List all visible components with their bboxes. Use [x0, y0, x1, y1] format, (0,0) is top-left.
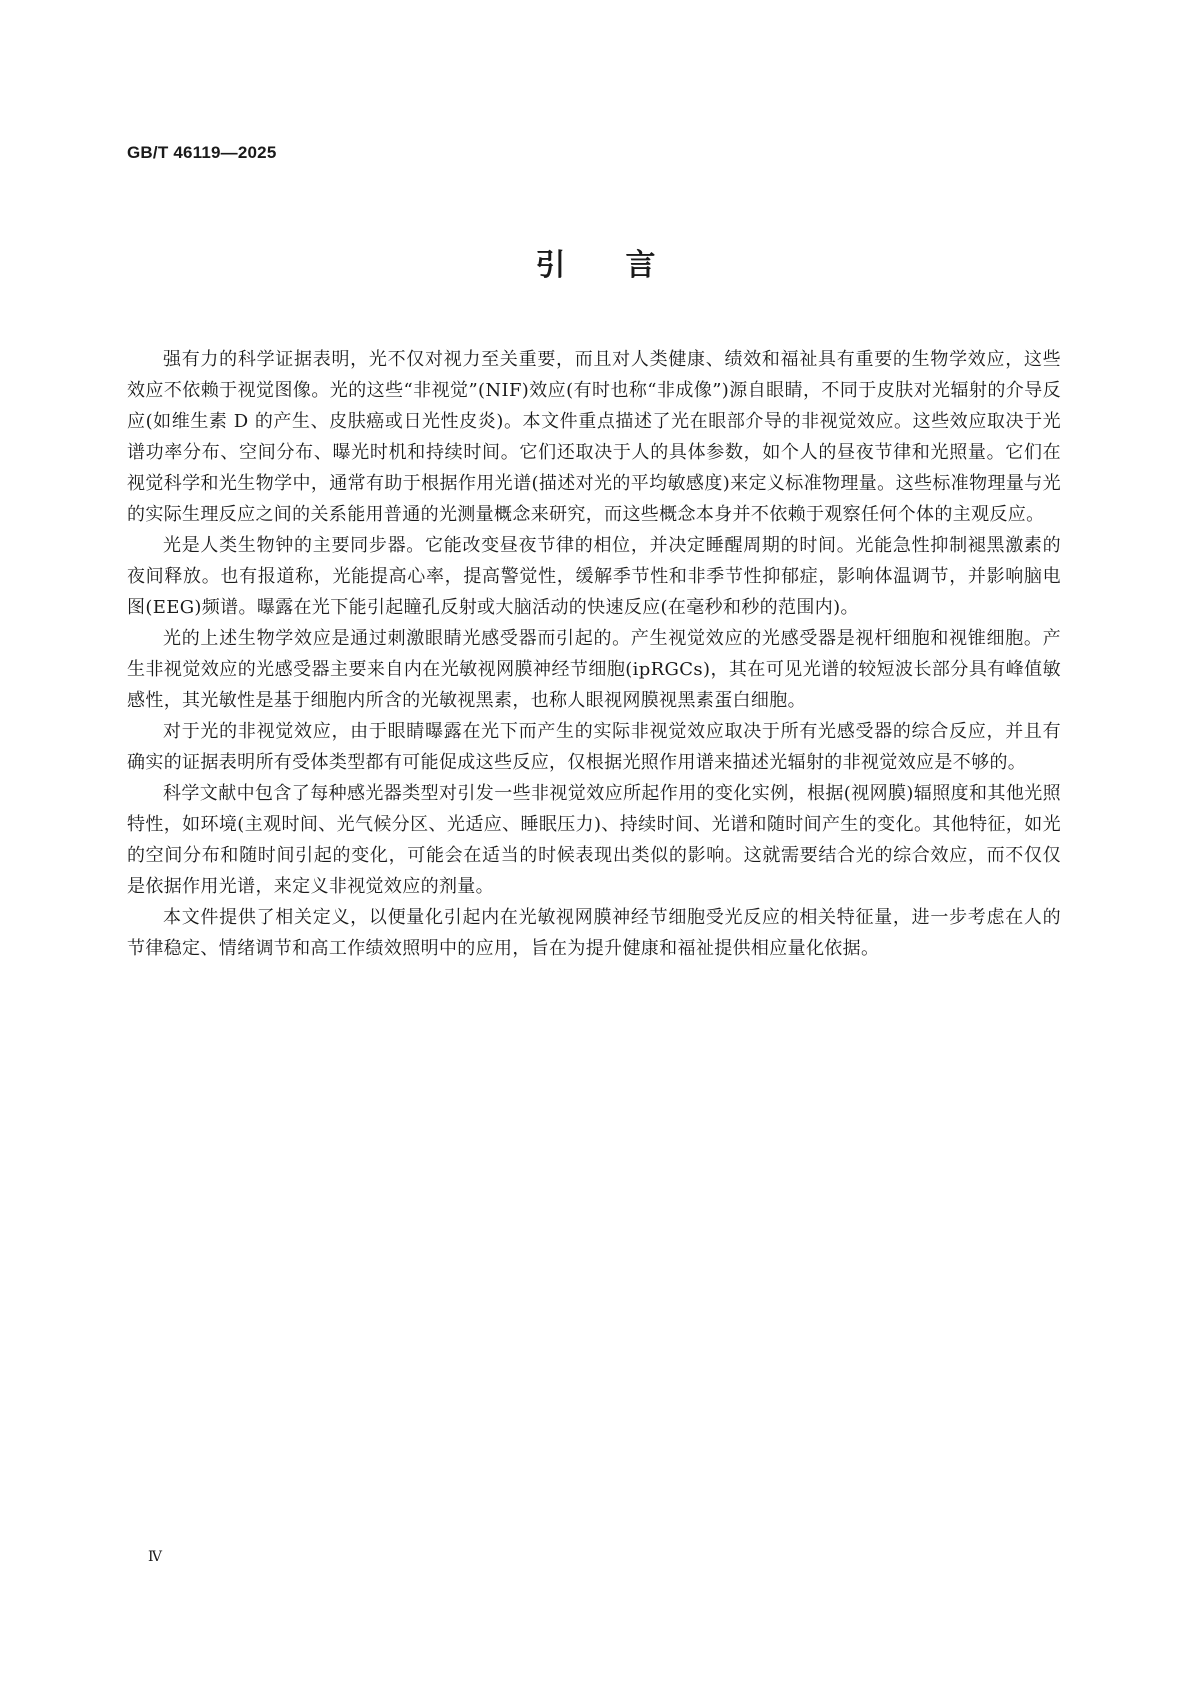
section-title: 引言: [535, 248, 716, 283]
paragraph: 光是人类生物钟的主要同步器。它能改变昼夜节律的相位，并决定睡醒周期的时间。光能急性抑制褪黑激素的夜间释放。也有报道称，光能提高心率，提高警觉性，缓解季节性和非季节性抑郁症，影响体温调节，并影响脑电图(EEG)频谱。曝露在光下能引起瞳孔反射或大脑活动的快速反应(在毫秒和秒的范围内)。: [127, 535, 1061, 618]
body-text: [127, 344, 1061, 964]
paragraph: 对于光的非视觉效应，由于眼睛曝露在光下而产生的实际非视觉效应取决于所有光感受器的综合反应，并且有确实的证据表明所有受体类型都有可能促成这些反应，仅根据光照作用谱来描述光辐射的非视觉效应是不够的。: [127, 721, 1061, 773]
paragraph: 光的上述生物学效应是通过刺激眼睛光感受器而引起的。产生视觉效应的光感受器是视杆细胞和视锥细胞。产生非视觉效应的光感受器主要来自内在光敏视网膜神经节细胞(ipRGCs)，其在可见光谱的较短波长部分具有峰值敏感性，其光敏性是基于细胞内所含的光敏视黑素，也称人眼视网膜视黑素蛋白细胞。: [127, 628, 1061, 711]
paragraph: 强有力的科学证据表明，光不仅对视力至关重要，而且对人类健康、绩效和福祉具有重要的生物学效应，这些效应不依赖于视觉图像。光的这些“非视觉”(NIF)效应(有时也称“非成像”)源自眼睛，不同于皮肤对光辐射的介导反应(如维生素 D 的产生、皮肤癌或日光性皮炎)。本文件重点描述了光在眼部介导的非视觉效应。这些效应取决于光谱功率分布、空间分布、曝光时机和持续时间。它们还取决于人的具体参数，如个人的昼夜节律和光照量。它们在视觉科学和光生物学中，通常有助于根据作用光谱(描述对光的平均敏感度)来定义标准物理量。这些标准物理量与光的实际生理反应之间的关系能用普通的光测量概念来研究，而这些概念本身并不依赖于观察任何个体的主观反应。: [127, 349, 1061, 525]
standard-number: GB/T 46119—2025: [127, 143, 277, 162]
paragraph: 科学文献中包含了每种感光器类型对引发一些非视觉效应所起作用的变化实例，根据(视网膜)辐照度和其他光照特性，如环境(主观时间、光气候分区、光适应、睡眠压力)、持续时间、光谱和随时间产生的变化。其他特征，如光的空间分布和随时间引起的变化，可能会在适当的时候表现出类似的影响。这就需要结合光的综合效应，而不仅仅是依据作用光谱，来定义非视觉效应的剂量。: [127, 783, 1061, 897]
paragraph: 本文件提供了相关定义，以便量化引起内在光敏视网膜神经节细胞受光反应的相关特征量，进一步考虑在人的节律稳定、情绪调节和高工作绩效照明中的应用，旨在为提升健康和福祉提供相应量化依据。: [127, 907, 1061, 959]
page-number: Ⅳ: [148, 1549, 162, 1565]
